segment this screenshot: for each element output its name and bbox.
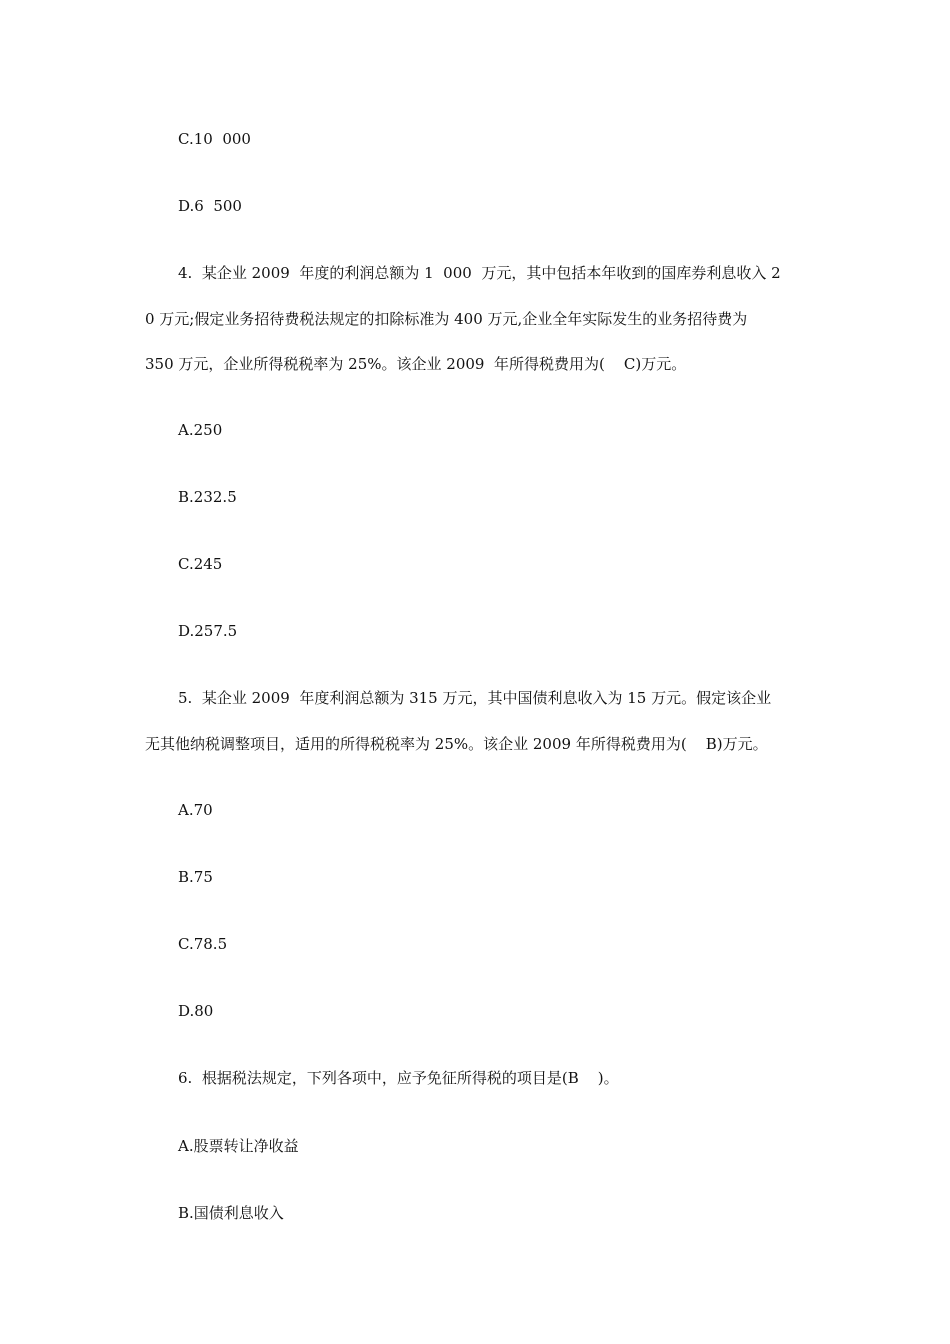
q6-option-b: B.国债利息收入	[178, 1204, 284, 1222]
question-5-line-1: 5. 某企业 2009 年度利润总额为 315 万元，其中国债利息收入为 15 万元。假定该企业	[178, 689, 772, 707]
question-6-line-1: 6. 根据税法规定，下列各项中，应予免征所得税的项目是(B )。	[178, 1069, 619, 1087]
q5-option-a: A.70	[178, 801, 213, 819]
q5-option-b: B.75	[178, 868, 213, 886]
question-4-line-3: 350 万元，企业所得税税率为 25%。该企业 2009 年所得税费用为( C)万元。	[145, 355, 687, 373]
q4-option-a: A.250	[178, 421, 223, 439]
q4-option-c: C.245	[178, 555, 223, 573]
option-d: D.6 500	[178, 197, 242, 215]
question-5-line-2: 无其他纳税调整项目，适用的所得税税率为 25%。该企业 2009 年所得税费用为( B)万元。	[145, 735, 768, 753]
q6-option-a: A.股票转让净收益	[178, 1137, 299, 1155]
q5-option-d: D.80	[178, 1002, 214, 1020]
option-c: C.10 000	[178, 130, 251, 148]
q4-option-b: B.232.5	[178, 488, 237, 506]
q5-option-c: C.78.5	[178, 935, 228, 953]
question-4-line-1: 4. 某企业 2009 年度的利润总额为 1 000 万元，其中包括本年收到的国库券利息收入 2	[178, 264, 781, 282]
question-4-line-2: 0 万元;假定业务招待费税法规定的扣除标准为 400 万元,企业全年实际发生的业务招待费为	[145, 310, 748, 328]
q4-option-d: D.257.5	[178, 622, 238, 640]
